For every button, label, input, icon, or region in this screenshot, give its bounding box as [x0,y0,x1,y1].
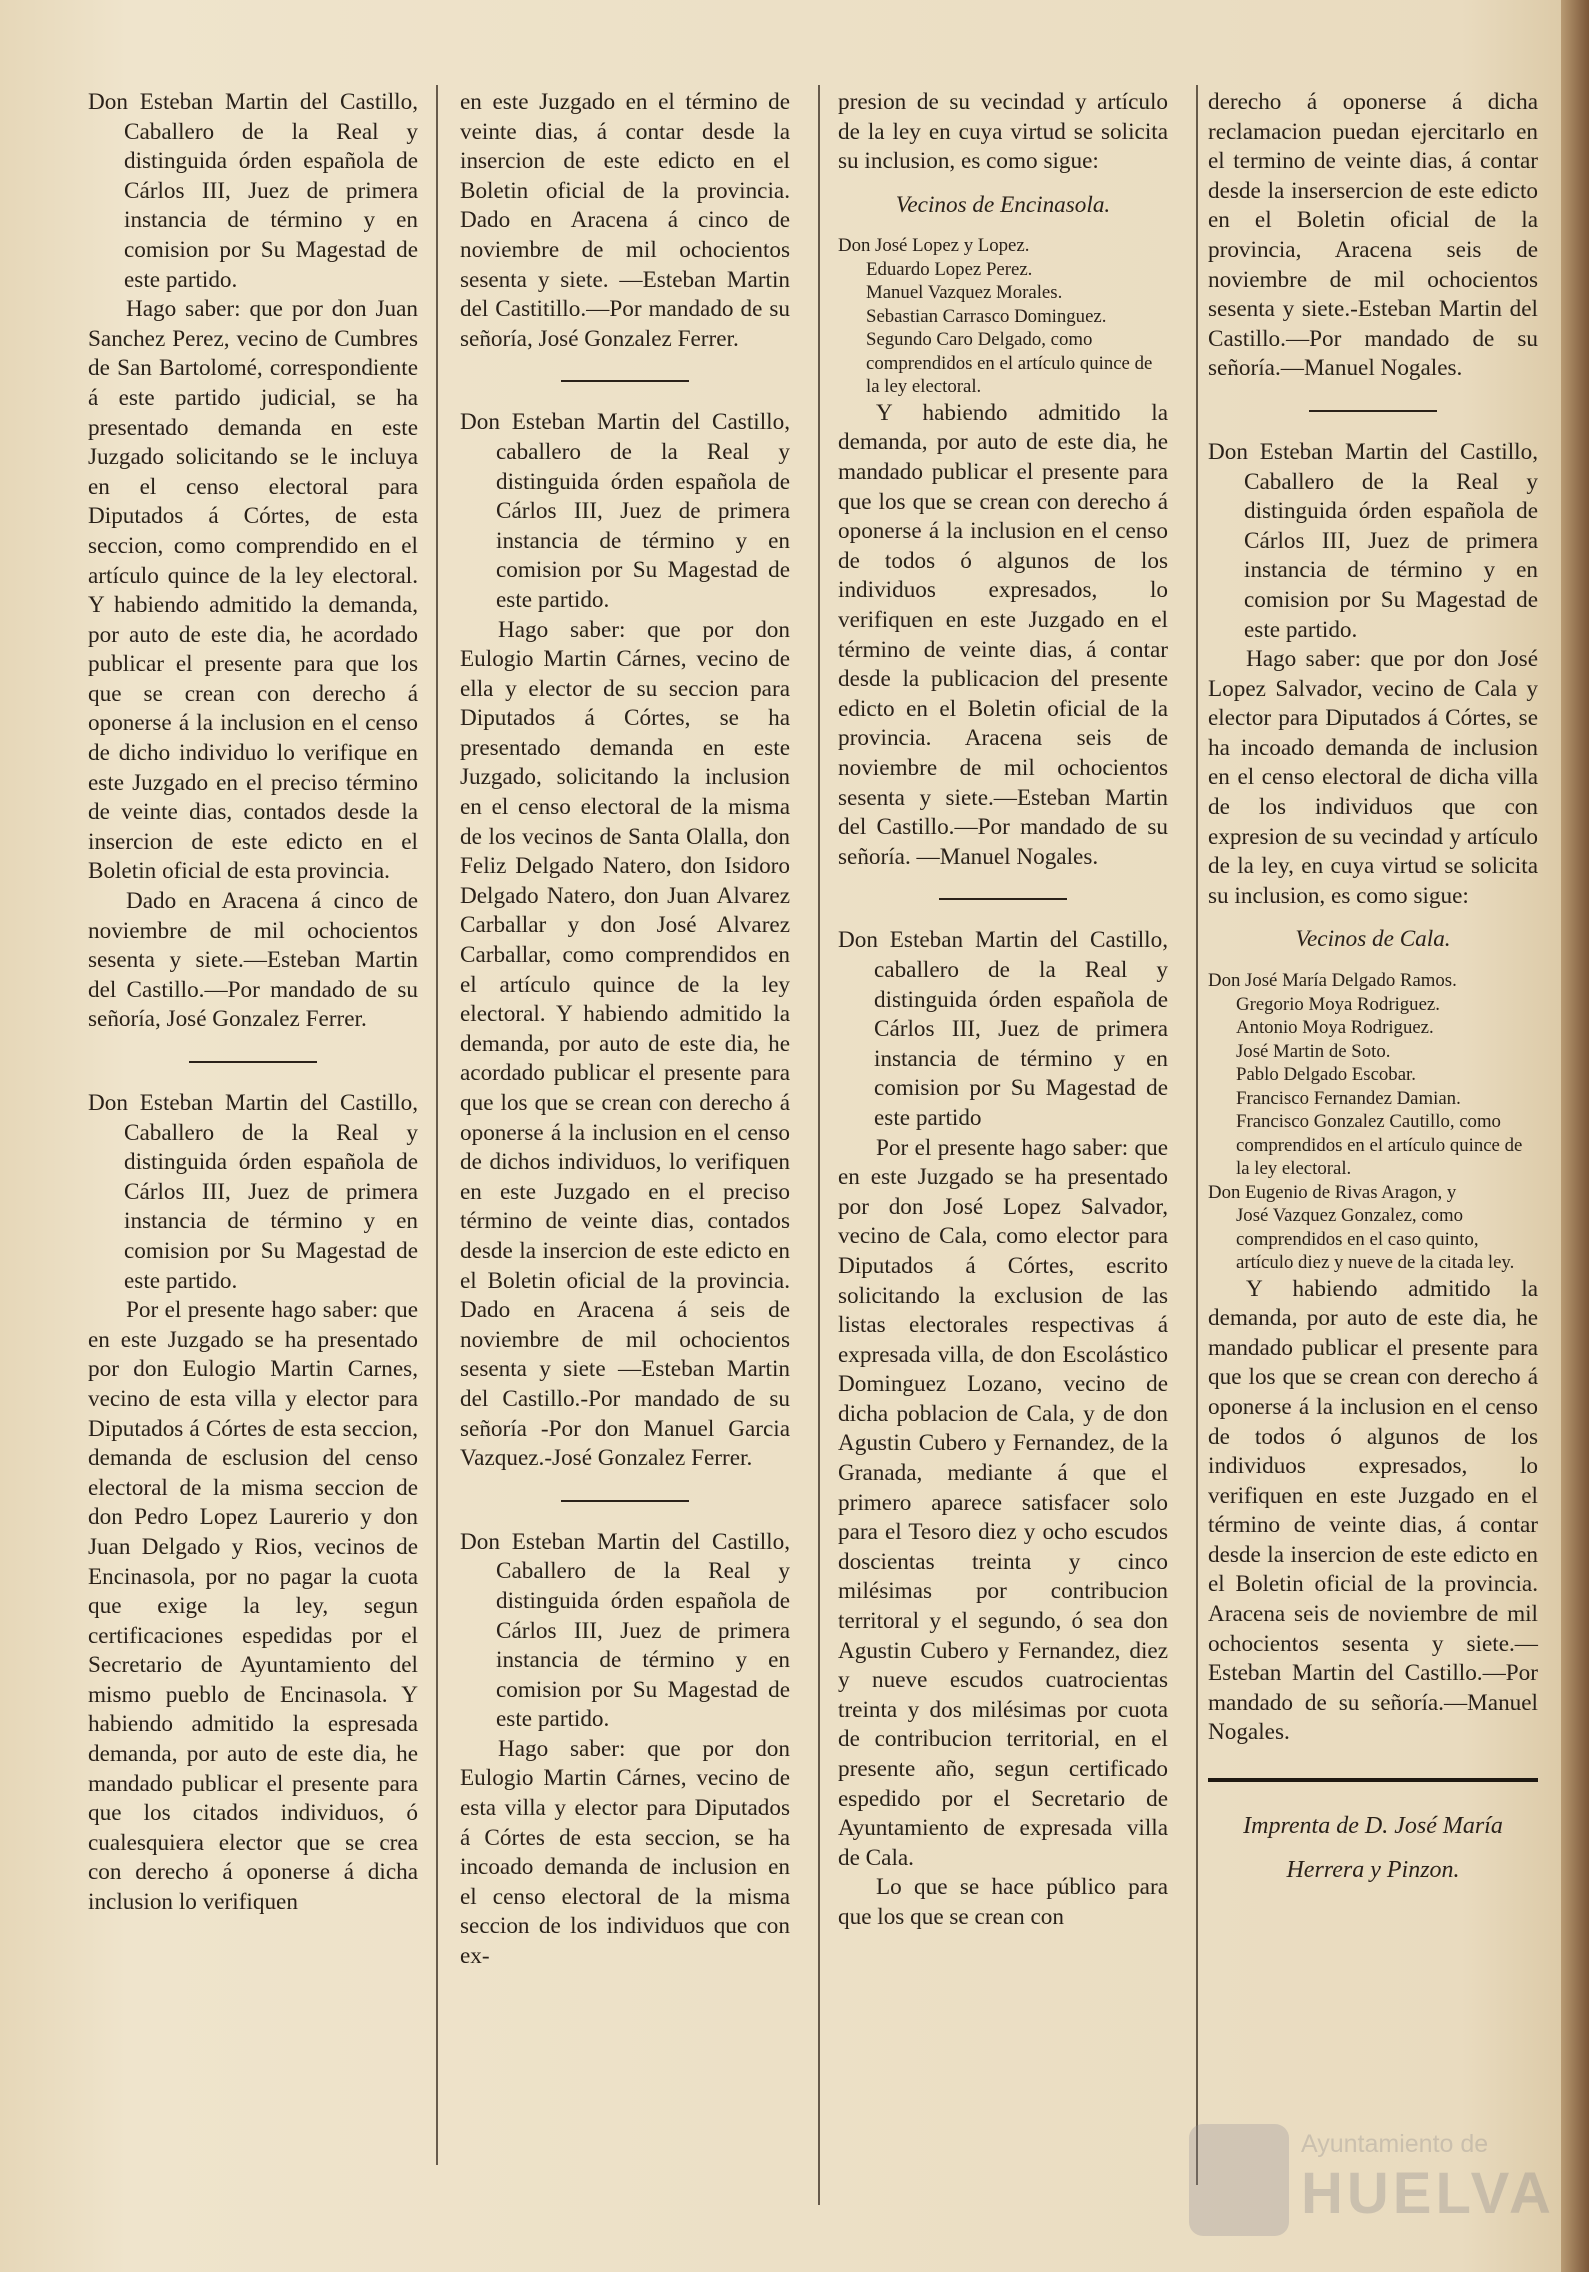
paragraph: Don Esteban Martin del Castillo, caballero de la Real y distinguida órden española de Cárlos III, Juez de primera instancia de término y en comision por Su Magestad de este partido. [460,409,790,613]
column-rule [818,85,820,2205]
section-separator [561,1500,689,1502]
paragraph: Por el presente hago saber: que en este Juzgado se ha presentado por don Eulogio Martin Carnes, vecino de esta villa y elector para Diputados á Córtes de esta seccion, demanda de esclusion del censo electoral de la misma seccion de don Pedro Lopez Laurerio y don Juan Delgado y Rios, vecinos de Encinasola, por no pagar la cuota que exige la ley, segun certificaciones espedidas por el Secretario de Ayuntamiento del mismo pueblo de Encinasola. Y habiendo admitido la espresada demanda, por auto de este dia, he mandado publicar el presente para que los citados individuos, ó cualesquiera elector que se crea con derecho á oponerse á dicha inclusion lo verifiquen [88,1297,418,1916]
printer-imprint [1208,1804,1538,1892]
watermark-line-1: Ayuntamiento de [1301,2130,1489,2158]
imprint-line: Herrera y Pinzon. [1286,1857,1460,1884]
paragraph: Don Esteban Martin del Castillo, Caballero de la Real y distinguida órden española de Cárlos III, Juez de primera instancia de término y en comision por Su Magestad de este partido. [1208,438,1538,643]
closing-rule [1208,1778,1538,1782]
paragraph: Hago saber: que por don Juan Sanchez Perez, vecino de Cumbres de San Bartolomé, correspondiente á este partido judicial, se ha presentado demanda en este Juzgado solicitando se le incluya en el censo electoral para Diputados á Córtes, de esta seccion, como comprendido en el artículo quince de la ley electoral. Y habiendo admitido la demanda, por auto de este dia, he acordado publicar el presente para que los que se crean con derecho á oponerse á la inclusion en el censo de dicho individuo lo verifique en este Juzgado en el preciso término de veinte dias, contados desde la insercion de este edicto en el Boletin oficial de esta provincia. [88,296,418,885]
list-heading: Vecinos de Encinasola. [895,191,1111,218]
column-rule [436,85,438,2165]
text-column-4 [1208,88,1538,1892]
paragraph: derecho á oponerse á dicha reclamacion puedan ejercitarlo en el termino de veinte dias, á contar desde la insersercion de este edicto en el Boletin oficial de la provincia, Aracena seis de noviembre de mil ochocientos sesenta y siete.-Esteban Martin del Castillo.—Por mandado de su señoría.—Manuel Nogales. [1208,89,1538,382]
paragraph: Don Esteban Martin del Castillo, Caballero de la Real y distinguida órden española de Cárlos III, Juez de primera instancia de término y en comision por Su Magestad de este partido. [460,1528,790,1733]
paragraph: Y habiendo admitido la demanda, por auto de este dia, he mandado publicar el presente para que los que se crean con derecho á oponerse á la inclusion en el censo de todos ó algunos de los individuos expresados, lo verifiquen en este Juzgado en el término de veinte dias, á contar desde la insercion de este edicto en el Boletin oficial de la provincia. Aracena seis de noviembre de mil ochocientos sesenta y siete.—Esteban Martin del Castillo.—Por mandado de su señoría.—Manuel Nogales. [1208,1275,1538,1746]
paragraph: Por el presente hago saber: que en este Juzgado se ha presentado por don José Lopez Salvador, vecino de Cala, como elector para Diputados á Córtes, escrito solicitando la exclusion de las listas electorales respectivas á expresada villa, de don Escolástico Dominguez Lozano, vecino de dicha poblacion de Cala, y de don Agustin Cubero y Fernandez, de la Granada, mediante á que el primero aparece satisfacer solo para el Tesoro diez y ocho escudos doscientas treinta y cinco milésimas por contribucion territoral y el segundo, ó sea don Agustin Cubero y Fernandez, diez y nueve escudos cuatrocientas treinta y dos milésimas por cuota de contribucion territorial, en el presente año, segun certificado espedido por el Secretario de Ayuntamiento de expresada villa de Cala. [838,1134,1168,1871]
page-edge-shadow [1561,0,1589,2272]
watermark-line-2: HUELVA [1301,2161,1555,2226]
name-entry: Sebastian Carrasco Dominguez. [866,305,1107,327]
name-entry: Don José María Delgado Ramos. [1208,970,1457,992]
name-entry: Francisco Gonzalez Cautillo, como comprendidos en el artículo quince de la ley electoral. [1236,1111,1523,1180]
paragraph: Don Esteban Martin del Castillo, caballero de la Real y distinguida órden española de Cárlos III, Juez de primera instancia de término y en comision por Su Magestad de este partido [838,927,1168,1131]
name-entry: Segundo Caro Delgado, como comprendidos en el artículo quince de la ley electoral. [866,329,1153,398]
paragraph: Don Esteban Martin del Castillo, Caballero de la Real y distinguida órden española de Cárlos III, Juez de primera instancia de término y en comision por Su Magestad de este partido. [88,89,418,293]
name-entry: José Vazquez Gonzalez, como comprendidos en el caso quinto, artículo diez y nueve de la citada ley. [1236,1205,1515,1274]
paragraph: Hago saber: que por don Eulogio Martin Cárnes, vecino de esta villa y elector para Diputados á Córtes de esta seccion, se ha incoado demanda de inclusion en el censo electoral de la misma seccion de los individuos que con ex- [460,1735,790,1970]
paragraph: en este Juzgado en el término de veinte dias, á contar desde la insercion de este edicto en el Boletin oficial de la provincia. Dado en Aracena á cinco de noviembre de mil ochocientos sesenta y siete. —Esteban Martin del Castitillo.—Por mandado de su señoría, José Gonzalez Ferrer. [460,89,790,352]
section-separator [189,1061,317,1063]
section-separator [561,380,689,382]
name-entry: Gregorio Moya Rodriguez. [1236,993,1440,1015]
names-list [838,234,1168,399]
names-list [1208,969,1538,1275]
paragraph: Hago saber: que por don José Lopez Salvador, vecino de Cala y elector para Diputados á Córtes, se ha incoado demanda de inclusion en el censo electoral de dicha villa de los individuos que con expresion de su vecindad y artículo de la ley, en cuya virtud se solicita su inclusion, es como sigue: [1208,646,1538,909]
paragraph: Lo que se hace público para que los que se crean con [838,1874,1168,1930]
name-entry: Manuel Vazquez Morales. [866,282,1063,304]
paragraph: Hago saber: que por don Eulogio Martin Cárnes, vecino de ella y elector de su seccion para Diputados á Córtes, se ha presentado demanda en este Juzgado, solicitando la inclusion en el censo electoral de la misma de los vecinos de Santa Olalla, don Feliz Delgado Natero, don Isidoro Delgado Natero, don Juan Alvarez Carballar y don José Alvarez Carballar, como comprendidos en el artículo quince de la ley electoral. Y habiendo admitido la demanda, por auto de este dia, he acordado publicar el presente para que los que se crean con derecho á oponerse á la inclusion en el censo de dichos individuos, lo verifiquen en este Juzgado en el preciso término de veinte dias, contados desde la insercion de este edicto en el Boletin oficial de la provincia. Dado en Aracena á seis de noviembre de mil ochocientos sesenta y siete —Esteban Martin del Castillo.-Por mandado de su señoría -Por don Manuel Garcia Vazquez.-José Gonzalez Ferrer. [460,616,790,1472]
name-entry: Pablo Delgado Escobar. [1236,1064,1416,1086]
list-heading: Vecinos de Cala. [1295,926,1451,953]
text-column-3 [838,88,1168,1933]
text-column-1 [88,88,418,1918]
name-entry: Eduardo Lopez Perez. [866,258,1033,280]
name-entry: Francisco Fernandez Damian. [1236,1087,1461,1109]
archive-watermark [1189,2124,1555,2244]
name-entry: Antonio Moya Rodriguez. [1236,1017,1434,1039]
paragraph: presion de su vecindad y artículo de la ley en cuya virtud se solicita su inclusion, es como sigue: [838,89,1168,175]
name-entry: José Martin de Soto. [1236,1040,1391,1062]
section-separator [1309,410,1437,412]
column-rule [1196,85,1198,2185]
section-separator [939,898,1067,900]
name-entry: Don Eugenio de Rivas Aragon, y [1208,1181,1457,1203]
text-column-2 [460,88,790,1972]
name-entry: Don José Lopez y Lopez. [838,235,1030,257]
imprint-line: Imprenta de D. José María [1243,1813,1503,1840]
paragraph: Don Esteban Martin del Castillo, Caballero de la Real y distinguida órden española de Cárlos III, Juez de primera instancia de término y en comision por Su Magestad de este partido. [88,1090,418,1294]
paragraph: Y habiendo admitido la demanda, por auto de este dia, he mandado publicar el presente para que los que se crean con derecho á oponerse á la inclusion en el censo de todos ó algunos de los individuos expresados, lo verifiquen en este Juzgado en el término de veinte dias, á contar desde la publicacion del presente edicto en el Boletin oficial de la provincia. Aracena seis de noviembre de mil ochocientos sesenta y siete.—Esteban Martin del Castillo.—Por mandado de su señoría. —Manuel Nogales. [838,399,1168,870]
paragraph: Dado en Aracena á cinco de noviembre de mil ochocientos sesenta y siete.—Esteban Martin del Castillo.—Por mandado de su señoría, José Gonzalez Ferrer. [88,888,418,1033]
city-seal-icon [1189,2124,1289,2236]
